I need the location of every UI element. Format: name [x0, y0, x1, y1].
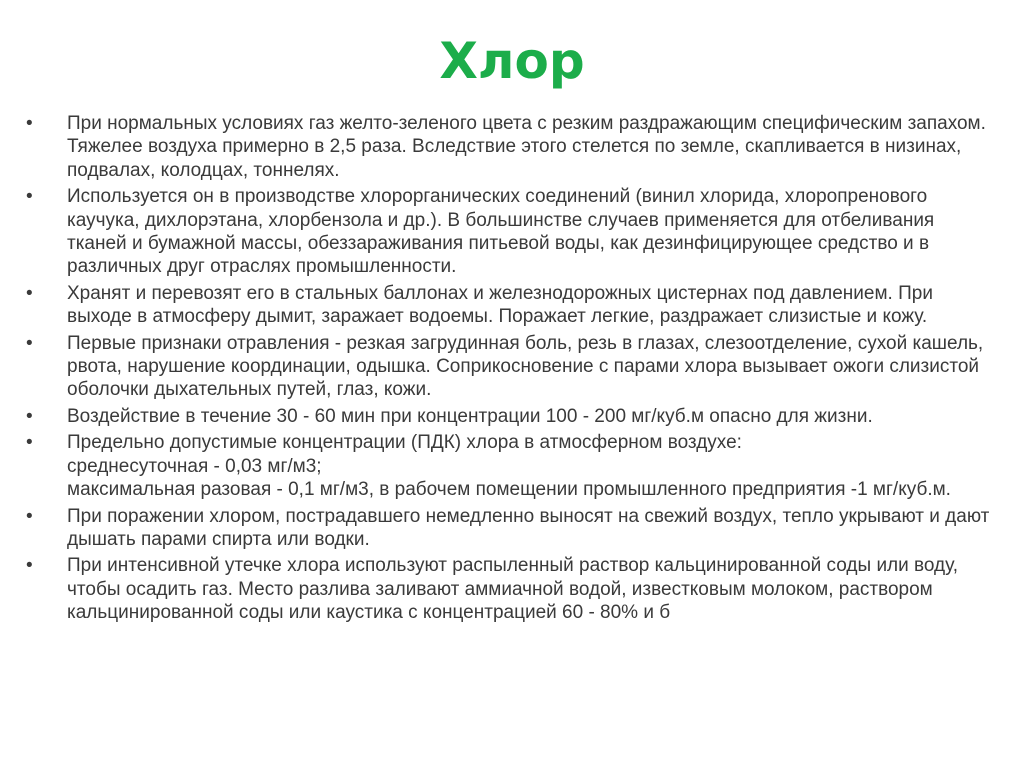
slide-title: Хлор [439, 32, 585, 90]
bullet-item [26, 185, 998, 279]
bullet-text: Хранят и перевозят его в стальных баллонах и железнодорожных цистернах под давлением. При выходе в атмосферу дымит, заражает водоемы. Поражает легкие, раздражает слизистые и кожу. [67, 282, 933, 328]
bullet-icon: • [26, 332, 33, 354]
bullet-item [26, 282, 998, 329]
bullet-item [26, 431, 998, 501]
bullet-icon: • [26, 555, 33, 577]
bullet-icon: • [26, 113, 33, 134]
bullet-text: Первые признаки отравления - резкая загрудинная боль, резь в глазах, слезоотделение, сухой кашель, рвота, нарушение координации, одышка. Соприкосновение с парами хлора вызывает ожоги слизистой оболочки дыхательных путей, глаз, кожи. [67, 332, 984, 401]
bullet-item [26, 112, 998, 182]
bullet-list [26, 112, 998, 628]
bullet-icon: • [26, 282, 33, 304]
bullet-text: При поражении хлором, пострадавшего немедленно выносят на свежий воздух, тепло укрывают и дают дышать парами спирта или водки. [67, 505, 990, 550]
bullet-text: При нормальных условиях газ желто-зеленого цвета с резким раздражающим специфическим запахом. Тяжелее воздуха примерно в 2,5 раза. Вследствие этого стелется по земле, скапливается в низинах, подвалах, колодцах, тоннелях. [67, 113, 986, 181]
bullet-icon: • [26, 505, 33, 527]
bullet-icon: • [26, 186, 33, 208]
bullet-text: Воздействие в течение 30 - 60 мин при концентрации 100 - 200 мг/куб.м опасно для жизни. [67, 405, 873, 427]
bullet-text: При интенсивной утечке хлора используют распыленный раствор кальцинированной соды или воду, чтобы осадить газ. Место разлива заливают аммиачной водой, известковым молоком, раствором кальцинированной соды или каустика с концентрацией 60 - 80% и б [67, 555, 959, 624]
bullet-item [26, 405, 998, 428]
bullet-text: Используется он в производстве хлорорганических соединений (винил хлорида, хлоропренового каучука, дихлорэтана, хлорбензола и др.). В большинстве случаев применяется для отбеливания тканей и бумажной массы, обеззараживания питьевой воды, как дезинфицирующее средство и в различных друг отраслях промышленности. [67, 186, 935, 278]
bullet-icon: • [26, 405, 33, 427]
bullet-icon: • [26, 432, 33, 454]
bullet-item [26, 505, 998, 552]
bullet-item [26, 332, 998, 402]
bullet-text: Предельно допустимые концентрации (ПДК) хлора в атмосферном воздухе: среднесуточная - 0,03 мг/м3; максимальная разовая - 0,1 мг/м3, в рабочем помещении промышленного предприятия -1 мг/куб.м. [67, 432, 951, 501]
bullet-item [26, 554, 998, 624]
